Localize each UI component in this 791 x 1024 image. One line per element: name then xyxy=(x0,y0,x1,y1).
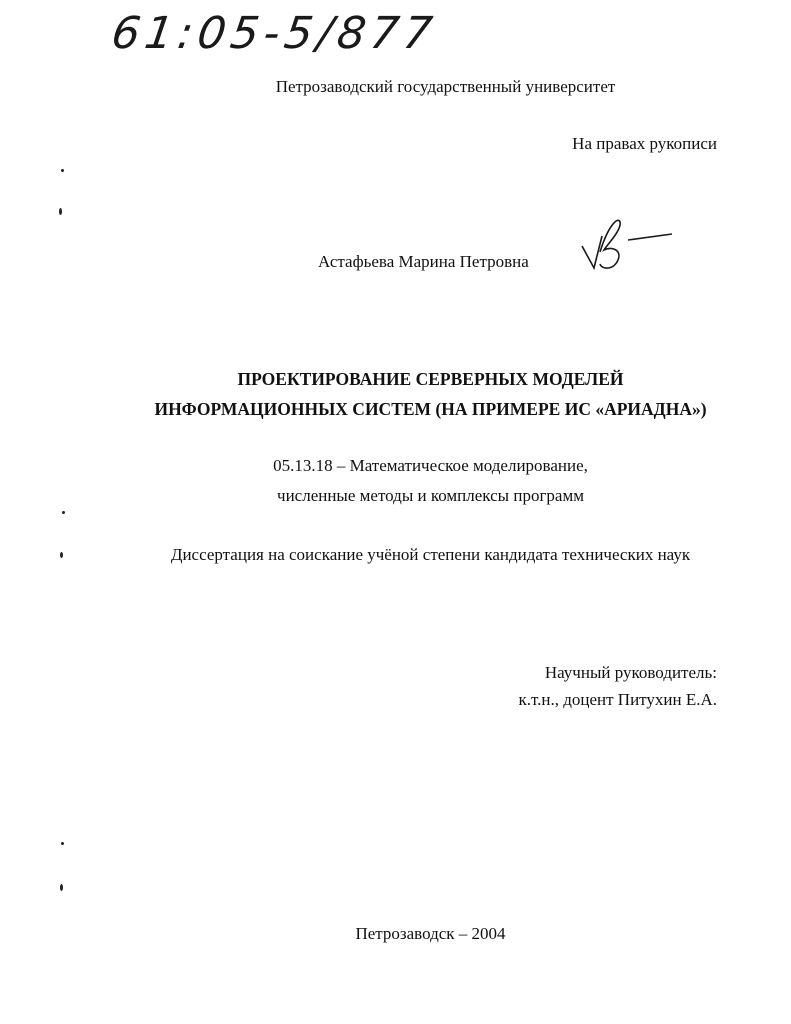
specialty-line-2: численные методы и комплексы программ xyxy=(277,486,584,505)
scan-speck xyxy=(60,552,63,558)
city-year: Петрозаводск – 2004 xyxy=(355,924,506,943)
advisor-label: Научный руководитель: xyxy=(544,663,717,682)
handwritten-catalog-code: 61:05-5/877 xyxy=(108,8,441,59)
scan-speck xyxy=(62,511,65,514)
dissertation-title-line-1: ПРОЕКТИРОВАНИЕ СЕРВЕРНЫХ МОДЕЛЕЙ xyxy=(237,369,624,389)
scan-speck xyxy=(59,208,62,215)
manuscript-rights-note: На правах рукописи xyxy=(572,134,717,153)
dissertation-title-line-2: ИНФОРМАЦИОННЫХ СИСТЕМ (НА ПРИМЕРЕ ИС «АРИАДНА») xyxy=(154,399,707,419)
scan-speck xyxy=(60,884,63,891)
advisor-name: к.т.н., доцент Питухин Е.А. xyxy=(518,690,717,709)
author-signature xyxy=(578,216,678,276)
degree-statement: Диссертация на соискание учёной степени кандидата технических наук xyxy=(170,545,691,564)
scan-speck xyxy=(61,169,64,172)
scan-speck xyxy=(61,842,64,845)
university-name: Петрозаводский государственный университет xyxy=(275,77,616,96)
author-name: Астафьева Марина Петровна xyxy=(318,252,529,271)
specialty-line-1: 05.13.18 – Математическое моделирование, xyxy=(273,456,588,475)
